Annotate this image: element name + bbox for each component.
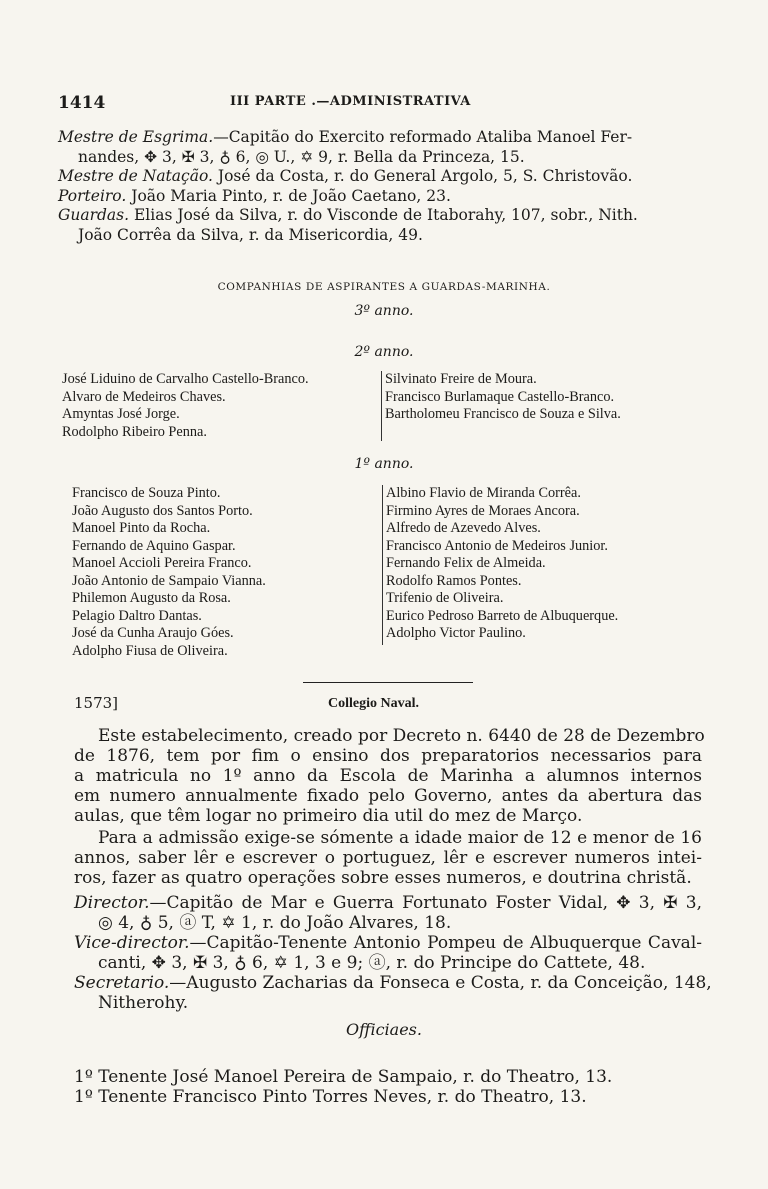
name-entry: Bartholomeu Francisco de Souza e Silva. xyxy=(385,406,621,422)
year-2-left-column xyxy=(62,371,309,441)
year-1-left-column xyxy=(72,485,266,660)
name-entry: José da Cunha Araujo Góes. xyxy=(72,625,234,641)
name-entry: Adolpho Victor Paulino. xyxy=(386,625,526,641)
name-entry: Fernando de Aquino Gaspar. xyxy=(72,537,236,554)
name-entry: Alvaro de Medeiros Chaves. xyxy=(62,388,226,405)
vice-director-role: Vice-director. xyxy=(74,933,190,953)
name-entry: Pelagio Daltro Dantas. xyxy=(72,607,202,624)
name-entry: Francisco Antonio de Medeiros Junior. xyxy=(386,537,608,554)
name-entry: Fernando Felix de Almeida. xyxy=(386,555,546,571)
name-entry: Firmino Ayres de Moraes Ancora. xyxy=(386,502,580,519)
officiaes-heading: Officiaes. xyxy=(346,1020,422,1039)
name-entry: Amyntas José Jorge. xyxy=(62,406,180,422)
name-entry: Manoel Accioli Pereira Franco. xyxy=(72,555,252,571)
paragraph-line: de 1876, tem por fim o ensino dos preparatorios necessarios para xyxy=(74,746,702,766)
year-3-heading: 3º anno. xyxy=(354,303,414,319)
name-entry: Albino Flavio de Miranda Corrêa. xyxy=(386,485,581,501)
paragraph-line: aulas, que têm logar no primeiro dia util do mez de Março. xyxy=(74,806,583,826)
paragraph-2 xyxy=(74,828,702,888)
paragraph-line: a matricula no 1º anno da Escola de Marinha a alumnos internos xyxy=(74,766,702,786)
staff-role: Mestre de Natação. xyxy=(58,167,213,185)
staff-role: Porteiro. xyxy=(58,186,127,205)
director-text: —Capitão de Mar e Guerra Fortunato Foster Vidal, ✥ 3, ✠ 3, xyxy=(149,893,702,913)
name-entry: Adolpho Fiusa de Oliveira. xyxy=(72,642,228,659)
staff-entry xyxy=(58,187,700,207)
section-divider xyxy=(303,682,473,683)
name-entry: João Augusto dos Santos Porto. xyxy=(72,502,253,519)
officer-entry: 1º Tenente José Manoel Pereira de Sampaio, r. do Theatro, 13. xyxy=(74,1067,613,1087)
year-1-heading: 1º anno. xyxy=(354,456,414,472)
staff-text: José da Costa, r. do General Argolo, 5, S. Christovão. xyxy=(212,167,633,185)
secretario-role: Secretario. xyxy=(74,973,170,993)
staff-text: —Capitão do Exercito reformado Ataliba Manoel Fer- xyxy=(213,128,633,146)
running-head: III PARTE .—ADMINISTRATIVA xyxy=(230,94,471,109)
paragraph-1 xyxy=(74,726,705,826)
name-entry: Eurico Pedroso Barreto de Albuquerque. xyxy=(386,607,619,624)
director-line-cont: ◎ 4, ♁ 5, ⓐ T, ✡ 1, r. do João Alvares, 18. xyxy=(98,913,452,933)
staff-text: João Maria Pinto, r. de João Caetano, 23. xyxy=(126,186,451,205)
staff-text: Elias José da Silva, r. do Visconde de Itaborahy, 107, sobr., Nith. xyxy=(129,206,638,224)
year-2-heading: 2º anno. xyxy=(354,344,414,360)
director-line xyxy=(74,893,702,913)
secretario-line xyxy=(74,973,712,993)
director-role: Director. xyxy=(74,893,150,913)
page-header xyxy=(58,93,708,113)
section-title: Collegio Naval. xyxy=(328,696,419,711)
page-number: 1414 xyxy=(58,93,106,113)
secretario-line-cont: Nitherohy. xyxy=(98,993,189,1013)
year-2-right-column xyxy=(381,371,621,441)
staff-entry-cont: nandes, ✥ 3, ✠ 3, ♁ 6, ◎ U., ✡ 9, r. Bella da Princeza, 15. xyxy=(78,147,525,166)
vice-director-text: —Capitão-Tenente Antonio Pompeu de Albuquerque Caval- xyxy=(189,933,702,953)
vice-director-line-cont: canti, ✥ 3, ✠ 3, ♁ 6, ✡ 1, 3 e 9; ⓐ, r. do Principe do Cattete, 48. xyxy=(98,953,646,973)
year-1-right-column xyxy=(382,485,618,645)
name-entry: José Liduino de Carvalho Castello-Branco. xyxy=(62,371,309,387)
staff-list xyxy=(58,128,700,245)
staff-entry xyxy=(58,167,700,187)
staff-role: Guardas. xyxy=(58,206,130,224)
staff-entry xyxy=(58,128,700,148)
name-entry: João Antonio de Sampaio Vianna. xyxy=(72,572,266,589)
paragraph-line: em numero annualmente fixado pelo Governo, antes da abertura das xyxy=(74,786,702,806)
name-entry: Rodolfo Ramos Pontes. xyxy=(386,572,522,589)
collegio-staff xyxy=(74,893,712,1013)
staff-role: Mestre de Esgrima. xyxy=(58,128,214,146)
name-entry: Francisco de Souza Pinto. xyxy=(72,485,221,501)
name-entry: Manoel Pinto da Rocha. xyxy=(72,520,211,536)
companhias-title: COMPANHIAS DE ASPIRANTES A GUARDAS-MARINHA. xyxy=(217,281,551,293)
paragraph-line: ros, fazer as quatro operações sobre esses numeros, e doutrina christã. xyxy=(74,868,692,888)
secretario-text: —Augusto Zacharias da Fonseca e Costa, r. da Conceição, 148, xyxy=(169,973,712,993)
vice-director-line xyxy=(74,933,702,953)
staff-entry xyxy=(58,206,700,226)
name-entry: Silvinato Freire de Moura. xyxy=(385,371,537,387)
section-number: 1573] xyxy=(74,694,119,712)
paragraph-line: Este estabelecimento, creado por Decreto n. 6440 de 28 de Dezembro xyxy=(98,726,705,746)
name-entry: Rodolpho Ribeiro Penna. xyxy=(62,423,207,440)
name-entry: Philemon Augusto da Rosa. xyxy=(72,590,231,606)
paragraph-line: annos, saber lêr e escrever o portuguez, lêr e escrever numeros intei- xyxy=(74,848,702,868)
name-entry: Trifenio de Oliveira. xyxy=(386,590,504,606)
name-entry: Alfredo de Azevedo Alves. xyxy=(386,520,541,536)
paragraph-line: Para a admissão exige-se sómente a idade maior de 12 e menor de 16 xyxy=(98,828,702,848)
name-entry: Francisco Burlamaque Castello-Branco. xyxy=(385,388,615,405)
officer-entry: 1º Tenente Francisco Pinto Torres Neves, r. do Theatro, 13. xyxy=(74,1087,587,1107)
staff-entry-cont: João Corrêa da Silva, r. da Misericordia, 49. xyxy=(78,225,423,244)
